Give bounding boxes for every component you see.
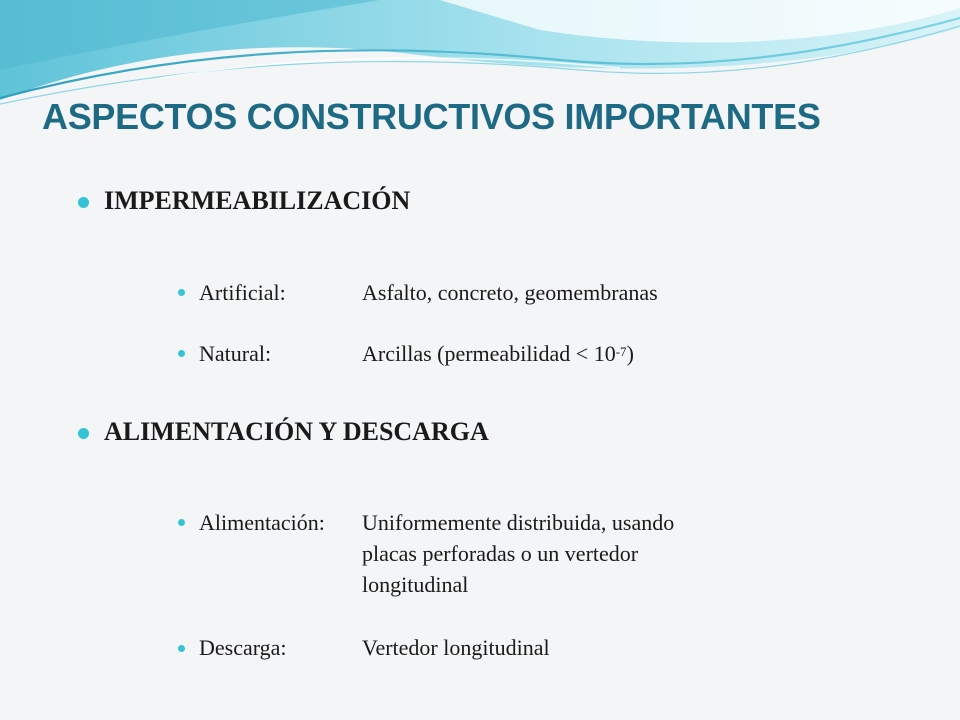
natural-value-text: Arcillas (permeabilidad < 10 [362,341,616,366]
bullet-icon [78,197,89,208]
sub-bullet-icon [178,519,185,526]
item-value-alimentacion-line-3: longitudinal [362,572,469,597]
item-value-natural [362,338,634,369]
item-label-descarga: Descarga: [199,635,287,660]
item-label-artificial: Artificial: [199,280,286,305]
bullet-icon [78,428,89,439]
page-title: ASPECTOS CONSTRUCTIVOS IMPORTANTES [42,96,821,137]
sub-bullet-icon [178,350,185,357]
item-label-natural: Natural: [199,341,272,366]
item-value-alimentacion-line-1: Uniformemente distribuida, usando [362,510,675,535]
natural-value-suffix: ) [626,341,634,366]
sub-bullet-icon [178,645,185,652]
item-value-descarga: Vertedor longitudinal [362,635,550,660]
permeability-exponent: -7 [615,344,627,359]
section-heading-impermeabilizacion: IMPERMEABILIZACIÓN [104,186,411,215]
item-value-artificial: Asfalto, concreto, geomembranas [362,280,658,305]
sub-bullet-icon [178,289,185,296]
section-heading-alimentacion: ALIMENTACIÓN Y DESCARGA [104,417,489,446]
item-label-alimentacion: Alimentación: [199,510,325,535]
item-value-alimentacion-line-2: placas perforadas o un vertedor [362,541,639,566]
